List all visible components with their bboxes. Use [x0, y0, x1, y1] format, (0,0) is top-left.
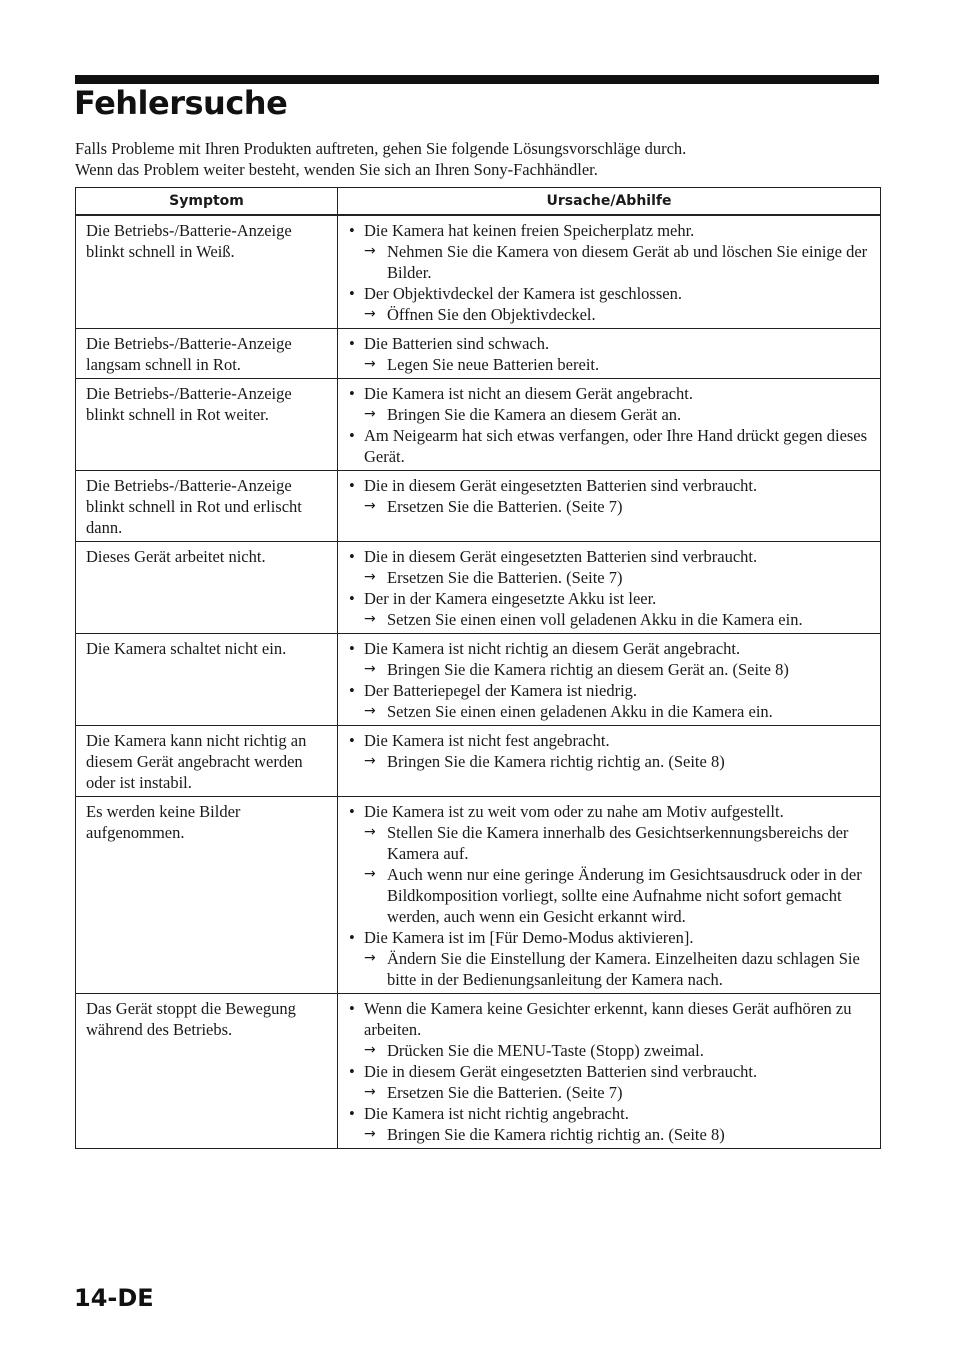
symptom-cell: Dieses Gerät arbeitet nicht.	[76, 542, 338, 634]
intro-line: Falls Probleme mit Ihren Produkten auftreten, gehen Sie folgende Lösungsvorschläge durch.	[75, 139, 687, 158]
cause-remedy-cell	[338, 215, 881, 329]
cause-bullet: • Die Kamera ist nicht richtig angebracht.	[348, 1103, 876, 1124]
symptom-cell: Es werden keine Bilder aufgenommen.	[76, 797, 338, 994]
arrow-right-icon: →	[364, 1084, 376, 1100]
cause-bullet: • Die Kamera ist nicht fest angebracht.	[348, 730, 876, 751]
remedy-text: Bringen Sie die Kamera richtig an diesem Gerät an. (Seite 8)	[387, 660, 789, 679]
cause-bullet: • Der in der Kamera eingesetzte Akku ist leer.	[348, 588, 876, 609]
remedy-line	[348, 567, 876, 588]
remedy-text: Auch wenn nur eine geringe Änderung im Gesichtsausdruck oder in der Bildkomposition vorliegt, sollte eine Aufnahme nicht sofort gemacht werden, auch wenn ein Gesicht erkannt wird.	[387, 865, 862, 926]
cause-remedy-cell	[338, 797, 881, 994]
arrow-right-icon: →	[364, 611, 376, 627]
symptom-cell: Die Betriebs-/Batterie-Anzeige blinkt schnell in Rot weiter.	[76, 379, 338, 471]
remedy-text: Ersetzen Sie die Batterien. (Seite 7)	[387, 568, 623, 587]
column-header-cause-remedy: Ursache/Abhilfe	[338, 188, 881, 216]
arrow-right-icon: →	[364, 498, 376, 514]
column-header-symptom: Symptom	[76, 188, 338, 216]
remedy-text: Setzen Sie einen einen geladenen Akku in die Kamera ein.	[387, 702, 773, 721]
cause-bullet: • Der Batteriepegel der Kamera ist niedrig.	[348, 680, 876, 701]
cause-remedy-cell	[338, 994, 881, 1149]
page-number: 14-DE	[74, 1284, 154, 1312]
table-row	[76, 634, 881, 726]
symptom-cell: Die Kamera kann nicht richtig an diesem Gerät angebracht werden oder ist instabil.	[76, 726, 338, 797]
remedy-text: Bringen Sie die Kamera richtig richtig an. (Seite 8)	[387, 1125, 725, 1144]
cause-bullet: • Die Kamera hat keinen freien Speicherplatz mehr.	[348, 220, 876, 241]
remedy-line	[348, 404, 876, 425]
table-row	[76, 542, 881, 634]
arrow-right-icon: →	[364, 753, 376, 769]
table-row	[76, 215, 881, 329]
table-row	[76, 471, 881, 542]
remedy-line	[348, 1040, 876, 1061]
remedy-line	[348, 701, 876, 722]
table-row	[76, 726, 881, 797]
arrow-right-icon: →	[364, 866, 376, 882]
remedy-line	[348, 948, 876, 990]
symptom-cell: Das Gerät stoppt die Bewegung während des Betriebs.	[76, 994, 338, 1149]
cause-remedy-cell	[338, 542, 881, 634]
arrow-right-icon: →	[364, 243, 376, 259]
symptom-cell: Die Betriebs-/Batterie-Anzeige blinkt schnell in Weiß.	[76, 215, 338, 329]
arrow-right-icon: →	[364, 306, 376, 322]
remedy-text: Nehmen Sie die Kamera von diesem Gerät ab und löschen Sie einige der Bilder.	[387, 242, 868, 282]
remedy-text: Setzen Sie einen einen voll geladenen Akku in die Kamera ein.	[387, 610, 803, 629]
arrow-right-icon: →	[364, 703, 376, 719]
arrow-right-icon: →	[364, 950, 376, 966]
cause-bullet: • Am Neigearm hat sich etwas verfangen, oder Ihre Hand drückt gegen dieses Gerät.	[348, 425, 876, 467]
remedy-text: Bringen Sie die Kamera an diesem Gerät an.	[387, 405, 682, 424]
table-header-row	[76, 188, 881, 216]
remedy-text: Stellen Sie die Kamera innerhalb des Gesichtserkennungsbereichs der Kamera auf.	[387, 823, 849, 863]
remedy-text: Ändern Sie die Einstellung der Kamera. Einzelheiten dazu schlagen Sie bitte in der Bedienungsanleitung der Kamera nach.	[387, 949, 860, 989]
table-row	[76, 379, 881, 471]
remedy-line	[348, 304, 876, 325]
table-row	[76, 994, 881, 1149]
arrow-right-icon: →	[364, 1042, 376, 1058]
cause-remedy-cell	[338, 726, 881, 797]
arrow-right-icon: →	[364, 356, 376, 372]
cause-bullet: • Der Objektivdeckel der Kamera ist geschlossen.	[348, 283, 876, 304]
cause-bullet: • Die in diesem Gerät eingesetzten Batterien sind verbraucht.	[348, 1061, 876, 1082]
troubleshooting-table	[75, 187, 881, 1149]
cause-remedy-cell	[338, 634, 881, 726]
remedy-line	[348, 354, 876, 375]
cause-bullet: • Die in diesem Gerät eingesetzten Batterien sind verbraucht.	[348, 475, 876, 496]
title-rule	[75, 75, 879, 84]
remedy-line	[348, 659, 876, 680]
remedy-line	[348, 609, 876, 630]
cause-remedy-cell	[338, 471, 881, 542]
arrow-right-icon: →	[364, 824, 376, 840]
remedy-text: Ersetzen Sie die Batterien. (Seite 7)	[387, 1083, 623, 1102]
remedy-line	[348, 1082, 876, 1103]
cause-bullet: • Die in diesem Gerät eingesetzten Batterien sind verbraucht.	[348, 546, 876, 567]
arrow-right-icon: →	[364, 661, 376, 677]
cause-bullet: • Die Kamera ist nicht richtig an diesem Gerät angebracht.	[348, 638, 876, 659]
remedy-line	[348, 496, 876, 517]
cause-bullet: • Die Batterien sind schwach.	[348, 333, 876, 354]
page-title: Fehlersuche	[74, 84, 288, 122]
symptom-cell: Die Betriebs-/Batterie-Anzeige blinkt schnell in Rot und erlischt dann.	[76, 471, 338, 542]
symptom-cell: Die Kamera schaltet nicht ein.	[76, 634, 338, 726]
remedy-line	[348, 864, 876, 927]
remedy-text: Öffnen Sie den Objektivdeckel.	[387, 305, 596, 324]
cause-remedy-cell	[338, 379, 881, 471]
arrow-right-icon: →	[364, 569, 376, 585]
symptom-cell: Die Betriebs-/Batterie-Anzeige langsam schnell in Rot.	[76, 329, 338, 379]
table-row	[76, 797, 881, 994]
remedy-line	[348, 1124, 876, 1145]
intro-text	[75, 138, 885, 180]
cause-remedy-cell	[338, 329, 881, 379]
remedy-text: Bringen Sie die Kamera richtig richtig an. (Seite 8)	[387, 752, 725, 771]
remedy-text: Ersetzen Sie die Batterien. (Seite 7)	[387, 497, 623, 516]
remedy-text: Legen Sie neue Batterien bereit.	[387, 355, 600, 374]
remedy-line	[348, 751, 876, 772]
remedy-text: Drücken Sie die MENU-Taste (Stopp) zweimal.	[387, 1041, 704, 1060]
table-row	[76, 329, 881, 379]
remedy-line	[348, 822, 876, 864]
intro-line: Wenn das Problem weiter besteht, wenden Sie sich an Ihren Sony-Fachhändler.	[75, 160, 598, 179]
cause-bullet: • Die Kamera ist im [Für Demo-Modus aktivieren].	[348, 927, 876, 948]
arrow-right-icon: →	[364, 1126, 376, 1142]
cause-bullet: • Die Kamera ist nicht an diesem Gerät angebracht.	[348, 383, 876, 404]
cause-bullet: • Wenn die Kamera keine Gesichter erkennt, kann dieses Gerät aufhören zu arbeiten.	[348, 998, 876, 1040]
table-body	[76, 215, 881, 1149]
cause-bullet: • Die Kamera ist zu weit vom oder zu nahe am Motiv aufgestellt.	[348, 801, 876, 822]
arrow-right-icon: →	[364, 406, 376, 422]
remedy-line	[348, 241, 876, 283]
